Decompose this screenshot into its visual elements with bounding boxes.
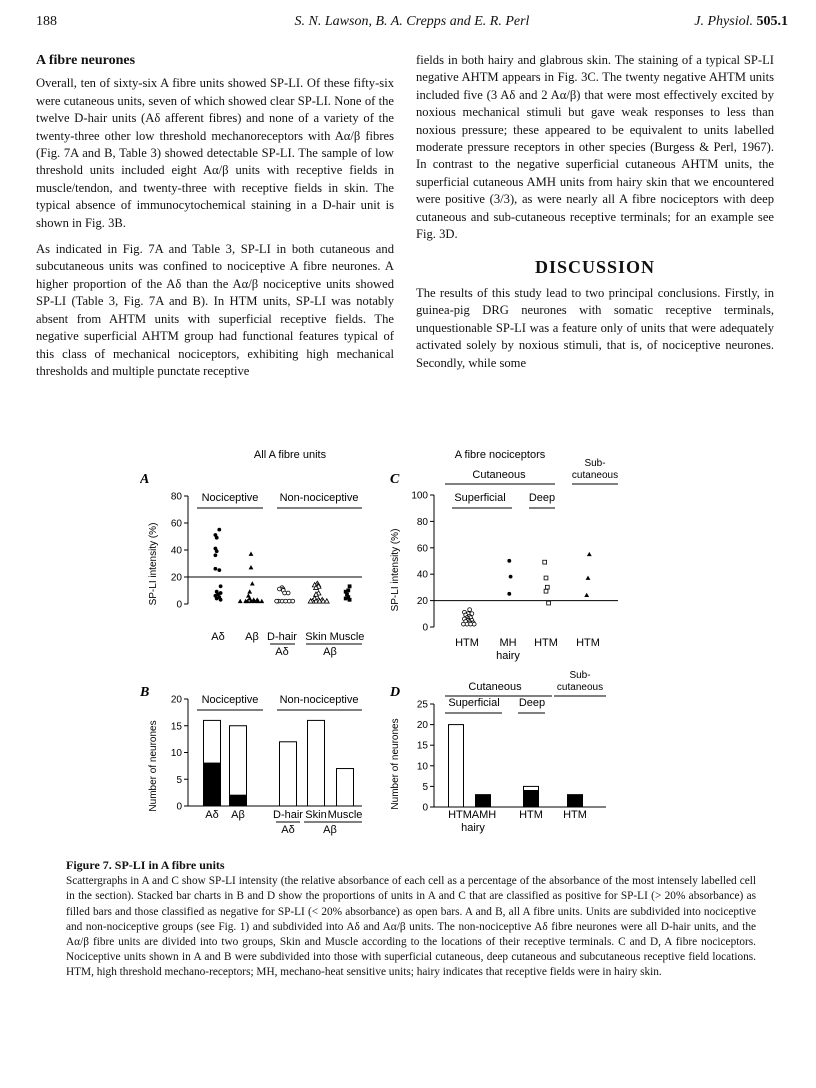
x-label-amh: AMH [471, 809, 497, 821]
x-sublabel-ab: Aβ [323, 824, 337, 836]
bar-positive [524, 791, 539, 807]
bar-positive [476, 795, 491, 807]
discussion-heading: DISCUSSION [534, 257, 656, 278]
panel-c-group-cutaneous2: cutaneous [571, 470, 619, 481]
panel-b-group-non-nociceptive: Non-nociceptive [279, 694, 359, 706]
panel-a-letter: A [140, 472, 150, 487]
paragraph: The results of this study lead to two principal conclusions. Firstly, in guinea-pig DRG neurones with somatic receptive terminals, unquestionable SP-LI was a feature only of units that were adequately activated solely by noxious stimuli, that is, of nociceptive neurones. Secondly, while some [416, 285, 774, 370]
y-tick-label: 20 [170, 694, 182, 706]
panel-c [390, 449, 618, 662]
x-label-htm: HTM [455, 637, 479, 649]
panel-b-group-nociceptive: Nociceptive [201, 694, 259, 706]
caption-title: Figure 7. SP-LI in A fibre units [66, 858, 225, 872]
data-point [509, 575, 513, 579]
y-tick-label: 0 [422, 802, 428, 814]
data-point [214, 553, 218, 557]
panel-d-sub-superficial: Superficial [448, 697, 500, 709]
bar-positive [204, 763, 221, 806]
y-tick-label: 40 [170, 545, 182, 557]
y-tick-label: 0 [176, 599, 182, 611]
x-sublabel-ab: Aβ [323, 646, 337, 658]
journal-volume: 505.1 [756, 14, 788, 29]
data-point [215, 597, 219, 601]
panel-b-bars [204, 720, 354, 806]
y-tick-label: 15 [416, 740, 428, 752]
data-point [543, 560, 547, 564]
data-point [348, 598, 352, 602]
y-tick-label: 5 [422, 781, 428, 793]
data-point [219, 598, 223, 602]
x-label-htm: HTM [519, 809, 543, 821]
y-tick-label: 60 [170, 518, 182, 530]
x-label-htm: HTM [576, 637, 600, 649]
left-column [36, 52, 394, 389]
data-point [249, 552, 254, 556]
bar-negative [308, 720, 325, 806]
data-point [259, 599, 264, 603]
y-tick-label: 20 [170, 572, 182, 584]
panel-d-bars [449, 725, 583, 807]
x-label-ab: Aβ [245, 631, 259, 643]
x-label-htm: HTM [448, 809, 472, 821]
y-tick-label: 10 [170, 748, 182, 759]
x-sublabel-hairy: hairy [496, 650, 520, 662]
y-tick-label: 60 [416, 543, 428, 555]
data-point [545, 585, 549, 589]
journal-reference [694, 14, 788, 30]
y-tick-label: 80 [170, 491, 182, 503]
bar-negative [230, 726, 247, 796]
journal-name: J. Physiol. [694, 14, 753, 29]
panel-b-letter: B [140, 685, 150, 700]
data-point [472, 622, 476, 626]
data-point [275, 599, 279, 603]
bar-negative [280, 742, 297, 806]
panel-c-points [462, 552, 592, 626]
data-point [468, 608, 472, 612]
page-header [36, 14, 788, 36]
y-tick-label: 80 [416, 516, 428, 528]
x-label-mh: MH [499, 637, 517, 649]
data-point [462, 622, 466, 626]
data-point [215, 549, 219, 553]
data-point [544, 589, 548, 593]
x-label-muscle: Muscle [329, 631, 365, 643]
running-authors: S. N. Lawson, B. A. Crepps and E. R. Perl [294, 14, 530, 29]
bar-negative [337, 769, 354, 806]
panel-b-ylabel: Number of neurones [148, 720, 159, 812]
y-tick-label: 100 [411, 490, 428, 502]
panel-a-ylabel: SP-LI intensity (%) [148, 522, 159, 606]
figure-7 [140, 438, 700, 850]
panel-d-group-cutaneous2: cutaneous [556, 682, 604, 693]
data-point [214, 567, 218, 571]
panel-a-axes [171, 492, 362, 611]
panel-d-sub-deep: Deep [518, 697, 546, 709]
panel-d-letter: D [390, 685, 401, 700]
data-point [217, 568, 221, 572]
x-label-ab: Aβ [231, 809, 245, 821]
y-tick-label: 5 [176, 774, 182, 786]
panel-c-sub-deep: Deep [528, 492, 556, 504]
panel-c-letter: C [390, 472, 400, 487]
data-point [286, 591, 290, 595]
figure-caption [66, 858, 756, 981]
x-label-skin: Skin [305, 809, 327, 821]
x-label-ad: Aδ [205, 809, 219, 821]
right-column [416, 52, 774, 381]
paragraph: As indicated in Fig. 7A and Table 3, SP-LI in both cutaneous and subcutaneous units was confined to nociceptive A fibre neurones. A higher proportion of the Aδ than the Aα/β nociceptive units showed SP-LI (Table 3, Fig. 7A and B). In HTM units, SP-LI was notably absent from AHTM units with superficial receptive fields. The negative superficial AHTM group had functional features typical of this class of mechanical nociceptors, exhibiting high mechanical thresholds and multiple punctate receptive [36, 242, 394, 378]
data-point [507, 592, 511, 596]
panel-a-title: All A fibre units [253, 449, 327, 461]
data-point [584, 593, 589, 597]
data-point [250, 581, 255, 585]
x-label-dhair: D-hair [267, 631, 297, 643]
figure-svg [140, 438, 700, 850]
panel-d-ylabel: Number of neurones [390, 718, 401, 810]
x-label-skin: Skin [305, 631, 327, 643]
data-point [348, 584, 352, 588]
data-point [544, 576, 548, 580]
panel-b [140, 685, 362, 836]
panel-a-points [214, 528, 352, 603]
x-sublabel-ad: Aδ [281, 824, 295, 836]
panel-c-ylabel: SP-LI intensity (%) [390, 528, 401, 612]
y-tick-label: 0 [176, 801, 182, 813]
panel-a [140, 449, 364, 658]
data-point [249, 565, 254, 569]
data-point [587, 552, 592, 556]
y-tick-label: 15 [170, 721, 182, 733]
x-label-htm: HTM [563, 809, 587, 821]
bar-negative [204, 720, 221, 763]
x-label-dhair: D-hair [273, 809, 303, 821]
y-tick-label: 10 [416, 761, 428, 773]
x-sublabel-ad: Aδ [275, 646, 289, 658]
data-point [238, 599, 243, 603]
data-point [247, 589, 252, 593]
data-point [344, 597, 348, 601]
page-number: 188 [36, 14, 57, 29]
bar-negative [449, 725, 464, 807]
panel-c-group-sub: Sub- [584, 458, 606, 469]
panel-d-group-cutaneous: Cutaneous [468, 681, 522, 693]
data-point [547, 601, 551, 605]
data-point [217, 528, 221, 532]
data-point [324, 599, 329, 603]
x-label-ad: Aδ [211, 631, 225, 643]
data-point [215, 536, 219, 540]
y-tick-label: 20 [416, 720, 428, 732]
panel-a-group-nociceptive: Nociceptive [201, 492, 259, 504]
data-point [219, 584, 223, 588]
panel-d [389, 670, 606, 834]
paragraph: fields in both hairy and glabrous skin. The staining of a typical SP-LI negative AHTM appears in Fig. 3C. The twenty negative AHTM units included five (3 Aδ and 2 Aα/β) that were most effectively excited by noxious mechanical stimuli but gave weak responses to less than noxious pressure; these appeared to be equivalent to units labelled moderate pressure receptors in other species (Burgess & Perl, 1967). In contrast to the negative superficial cutaneous AHTM units, the superficial cutaneous AMH units from hairy skin that we encountered were positive (3/3), as were nearly all A fibre nociceptors with deep cutaneous and sub-cutaneous receptive terminals; for an example see Fig. 3D. [416, 53, 774, 242]
bar-positive [568, 795, 583, 807]
panel-b-axes [171, 695, 362, 813]
x-label-htm: HTM [534, 637, 558, 649]
y-tick-label: 40 [416, 569, 428, 581]
data-point [291, 599, 295, 603]
panel-d-group-sub: Sub- [569, 670, 591, 681]
panel-a-group-non-nociceptive: Non-nociceptive [279, 492, 359, 504]
data-point [507, 559, 511, 563]
bar-positive [230, 795, 247, 806]
y-tick-label: 25 [416, 699, 428, 711]
section-heading: A fibre neurones [36, 53, 136, 68]
data-point [586, 576, 591, 580]
y-tick-label: 20 [416, 596, 428, 608]
panel-c-axes [411, 491, 618, 634]
panel-c-title: A fibre nociceptors [454, 449, 546, 461]
paragraph: Overall, ten of sixty-six A fibre units showed SP-LI. Of these fifty-six were cutaneous units, seven of which showed clear SP-LI. None of the twelve D-hair units (Aδ afferent fibres) and none of a variety of the twenty-three other low threshold mechanoreceptors with Aα/β fibres (Fig. 7A and B, Table 3) showed detectable SP-LI. The sample of low threshold units included eight Aα/β units with receptive fields in muscle/tendon, and twenty-three with receptive fields in skin. The typical absence of immunocytochemical staining in a D-hair unit is shown in Fig. 3B. [36, 76, 394, 230]
x-sublabel-hairy: hairy [461, 822, 485, 834]
panel-c-group-cutaneous: Cutaneous [472, 469, 526, 481]
caption-text: Scattergraphs in A and C show SP-LI intensity (the relative absorbance of each cell as a percentage of the absorbance of the most intensely labelled cell in the section). Stacked bar charts in B and D show the proportions of units in A and C that are classified as positive for SP-LI (> 20% absorbance) as filled bars and those classified as negative for SP-LI (< 20% absorbance) as open bars. A and B, all A fibre units. Units are subdivided into nociceptive and non-nociceptive groups (see Fig. 1) and subdivided into Aδ and Aα/β units. The non-nociceptive Aδ fibre neurones were all D-hair units, and the Aα/β fibre units are divided into two groups, Skin and Muscle according to the locations of their receptive terminals. C and D, A fibre nociceptors. Nociceptive units shown in A and B were subdivided into those with superficial cutaneous, deep cutaneous and subcutaneous receptive field locations. HTM, high threshold mechano-receptors; MH, mechano-heat sensitive units; hairy indicates that receptive fields were in hairy skin. [66, 875, 756, 979]
y-tick-label: 0 [422, 622, 428, 634]
panel-c-sub-superficial: Superficial [454, 492, 506, 504]
x-label-muscle: Muscle [327, 809, 363, 821]
bar-negative [524, 786, 539, 790]
